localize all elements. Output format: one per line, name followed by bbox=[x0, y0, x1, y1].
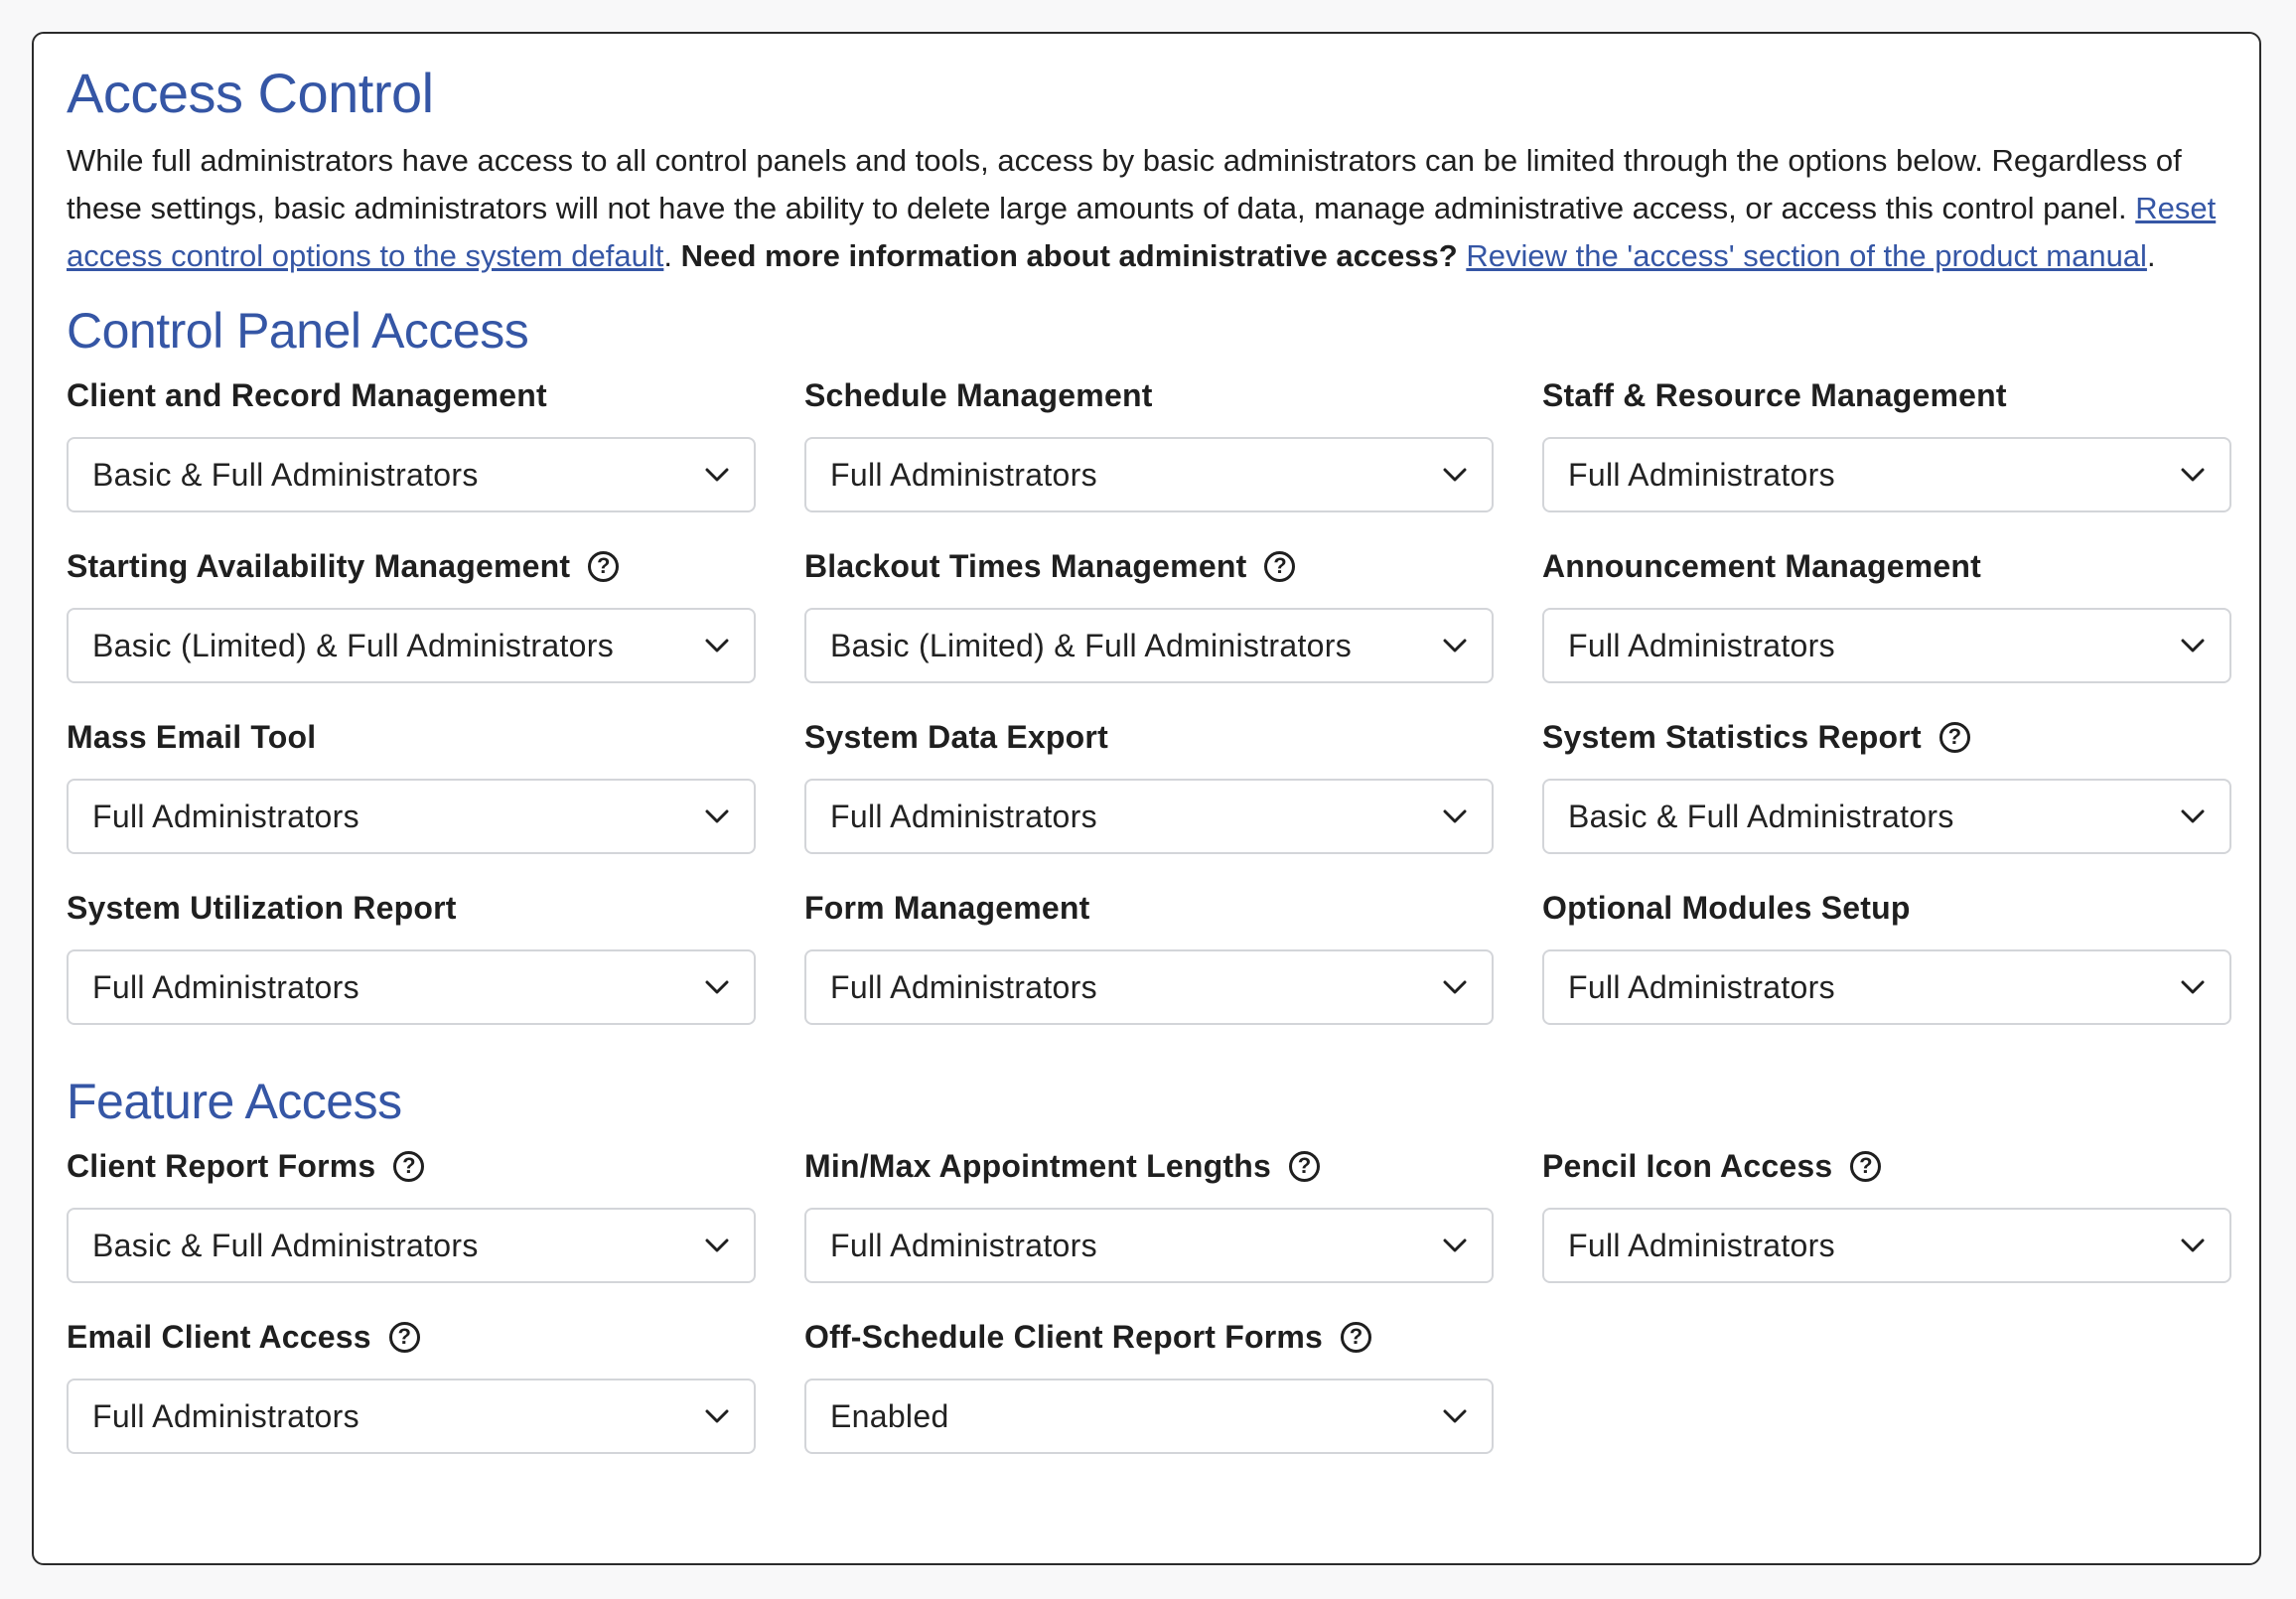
field-label: Off-Schedule Client Report Forms bbox=[804, 1318, 1323, 1355]
form-management-select[interactable] bbox=[804, 949, 1494, 1025]
off-schedule-client-report-forms-select[interactable] bbox=[804, 1379, 1494, 1454]
select-value: Basic (Limited) & Full Administrators bbox=[92, 627, 615, 663]
field-announcement-management bbox=[1542, 538, 2231, 709]
field-client-report-forms bbox=[67, 1138, 756, 1309]
select-value: Full Administrators bbox=[1568, 456, 1835, 493]
settings-grid bbox=[67, 1138, 2226, 1480]
field-label: Mass Email Tool bbox=[67, 718, 317, 755]
settings-grid bbox=[67, 367, 2226, 1051]
select-value: Enabled bbox=[830, 1397, 949, 1434]
field-label-row bbox=[804, 880, 1494, 936]
field-label-row bbox=[67, 1309, 756, 1365]
field-client-and-record-management bbox=[67, 367, 756, 538]
field-email-client-access bbox=[67, 1309, 756, 1480]
field-label-row bbox=[1542, 538, 2231, 594]
question-circle-icon[interactable]: ? bbox=[1289, 1151, 1320, 1182]
chevron-down-icon bbox=[1442, 1233, 1468, 1258]
field-blackout-times-management bbox=[804, 538, 1494, 709]
staff-and-resource-management-select[interactable] bbox=[1542, 437, 2231, 512]
field-label-row bbox=[1542, 709, 2231, 765]
field-label-row bbox=[67, 709, 756, 765]
select-value: Full Administrators bbox=[1568, 1227, 1835, 1263]
field-label-row bbox=[67, 538, 756, 594]
field-system-data-export bbox=[804, 709, 1494, 880]
question-circle-icon[interactable]: ? bbox=[393, 1151, 424, 1182]
chevron-down-icon bbox=[1442, 803, 1468, 829]
field-system-utilization-report bbox=[67, 880, 756, 1051]
client-and-record-management-select[interactable] bbox=[67, 437, 756, 512]
field-off-schedule-client-report-forms bbox=[804, 1309, 1494, 1480]
optional-modules-setup-select[interactable] bbox=[1542, 949, 2231, 1025]
system-utilization-report-select[interactable] bbox=[67, 949, 756, 1025]
min-max-appointment-lengths-select[interactable] bbox=[804, 1208, 1494, 1283]
select-value: Full Administrators bbox=[830, 456, 1097, 493]
page-title: Access Control bbox=[67, 62, 434, 124]
question-circle-icon[interactable]: ? bbox=[389, 1322, 420, 1353]
field-label: Announcement Management bbox=[1542, 547, 1981, 584]
field-label: Optional Modules Setup bbox=[1542, 889, 1911, 926]
client-report-forms-select[interactable] bbox=[67, 1208, 756, 1283]
chevron-down-icon bbox=[704, 1403, 730, 1429]
field-label-row bbox=[1542, 880, 2231, 936]
intro-text: While full administrators have access to all control panels and tools, access by basic administrators can be limited through the options below. Regardless of these settings, basic administrators will not have the ability to delete large amounts of data, manage administrative access, or access this control panel. bbox=[67, 143, 2182, 225]
select-value: Full Administrators bbox=[92, 1397, 359, 1434]
chevron-down-icon bbox=[704, 633, 730, 658]
field-pencil-icon-access bbox=[1542, 1138, 2231, 1309]
field-starting-availability-management bbox=[67, 538, 756, 709]
field-label: Staff & Resource Management bbox=[1542, 376, 2007, 413]
field-schedule-management bbox=[804, 367, 1494, 538]
field-label: Form Management bbox=[804, 889, 1090, 926]
intro-text-end: . bbox=[2146, 238, 2156, 273]
chevron-down-icon bbox=[1442, 1403, 1468, 1429]
field-min-max-appointment-lengths bbox=[804, 1138, 1494, 1309]
select-value: Full Administrators bbox=[830, 968, 1097, 1005]
select-value: Basic & Full Administrators bbox=[1568, 798, 1954, 834]
field-label-row bbox=[1542, 367, 2231, 423]
email-client-access-select[interactable] bbox=[67, 1379, 756, 1454]
select-value: Basic & Full Administrators bbox=[92, 456, 479, 493]
system-statistics-report-select[interactable] bbox=[1542, 779, 2231, 854]
chevron-down-icon bbox=[704, 803, 730, 829]
chevron-down-icon bbox=[704, 462, 730, 488]
intro-paragraph bbox=[67, 137, 2226, 280]
field-label-row bbox=[67, 880, 756, 936]
field-label: Blackout Times Management bbox=[804, 547, 1247, 584]
field-label: System Data Export bbox=[804, 718, 1108, 755]
field-label-row bbox=[804, 1309, 1494, 1365]
chevron-down-icon bbox=[704, 1233, 730, 1258]
select-value: Basic & Full Administrators bbox=[92, 1227, 479, 1263]
select-value: Full Administrators bbox=[830, 798, 1097, 834]
select-value: Full Administrators bbox=[92, 798, 359, 834]
schedule-management-select[interactable] bbox=[804, 437, 1494, 512]
chevron-down-icon bbox=[2180, 633, 2206, 658]
access-control-panel bbox=[32, 32, 2261, 1565]
chevron-down-icon bbox=[2180, 803, 2206, 829]
product-manual-link[interactable]: Review the 'access' section of the product manual bbox=[1466, 238, 2147, 273]
chevron-down-icon bbox=[704, 974, 730, 1000]
field-staff-and-resource-management bbox=[1542, 367, 2231, 538]
mass-email-tool-select[interactable] bbox=[67, 779, 756, 854]
reset-defaults-link[interactable]: Reset access control options to the system default bbox=[67, 191, 2217, 273]
select-value: Full Administrators bbox=[1568, 968, 1835, 1005]
select-value: Full Administrators bbox=[1568, 627, 1835, 663]
field-label-row bbox=[804, 1138, 1494, 1194]
field-label-row bbox=[804, 538, 1494, 594]
field-mass-email-tool bbox=[67, 709, 756, 880]
more-info-question: Need more information about administrative access? bbox=[680, 238, 1458, 273]
starting-availability-management-select[interactable] bbox=[67, 608, 756, 683]
chevron-down-icon bbox=[2180, 974, 2206, 1000]
blackout-times-management-select[interactable] bbox=[804, 608, 1494, 683]
question-circle-icon[interactable]: ? bbox=[1341, 1322, 1371, 1353]
chevron-down-icon bbox=[1442, 462, 1468, 488]
pencil-icon-access-select[interactable] bbox=[1542, 1208, 2231, 1283]
sections-container bbox=[67, 300, 2226, 1480]
question-circle-icon[interactable]: ? bbox=[588, 551, 619, 582]
field-label: Schedule Management bbox=[804, 376, 1153, 413]
field-label: Min/Max Appointment Lengths bbox=[804, 1147, 1271, 1184]
field-label: Pencil Icon Access bbox=[1542, 1147, 1833, 1184]
section-title-control-panel-access: Control Panel Access bbox=[67, 303, 529, 359]
field-label-row bbox=[804, 367, 1494, 423]
chevron-down-icon bbox=[1442, 974, 1468, 1000]
chevron-down-icon bbox=[1442, 633, 1468, 658]
field-label: Client and Record Management bbox=[67, 376, 547, 413]
field-label: Email Client Access bbox=[67, 1318, 371, 1355]
select-value: Full Administrators bbox=[830, 1227, 1097, 1263]
chevron-down-icon bbox=[2180, 462, 2206, 488]
intro-text-separator: . bbox=[663, 238, 681, 273]
field-label-row bbox=[1542, 1138, 2231, 1194]
question-circle-icon[interactable]: ? bbox=[1264, 551, 1295, 582]
select-value: Full Administrators bbox=[92, 968, 359, 1005]
field-label: Starting Availability Management bbox=[67, 547, 571, 584]
question-circle-icon[interactable]: ? bbox=[1939, 722, 1970, 753]
chevron-down-icon bbox=[2180, 1233, 2206, 1258]
question-circle-icon[interactable]: ? bbox=[1850, 1151, 1881, 1182]
system-data-export-select[interactable] bbox=[804, 779, 1494, 854]
select-value: Basic (Limited) & Full Administrators bbox=[830, 627, 1353, 663]
field-label-row bbox=[67, 1138, 756, 1194]
section-title-feature-access: Feature Access bbox=[67, 1074, 402, 1129]
field-label: Client Report Forms bbox=[67, 1147, 376, 1184]
field-system-statistics-report bbox=[1542, 709, 2231, 880]
field-label-row bbox=[67, 367, 756, 423]
field-label: System Statistics Report bbox=[1542, 718, 1922, 755]
field-label-row bbox=[804, 709, 1494, 765]
field-label: System Utilization Report bbox=[67, 889, 457, 926]
announcement-management-select[interactable] bbox=[1542, 608, 2231, 683]
field-form-management bbox=[804, 880, 1494, 1051]
field-optional-modules-setup bbox=[1542, 880, 2231, 1051]
